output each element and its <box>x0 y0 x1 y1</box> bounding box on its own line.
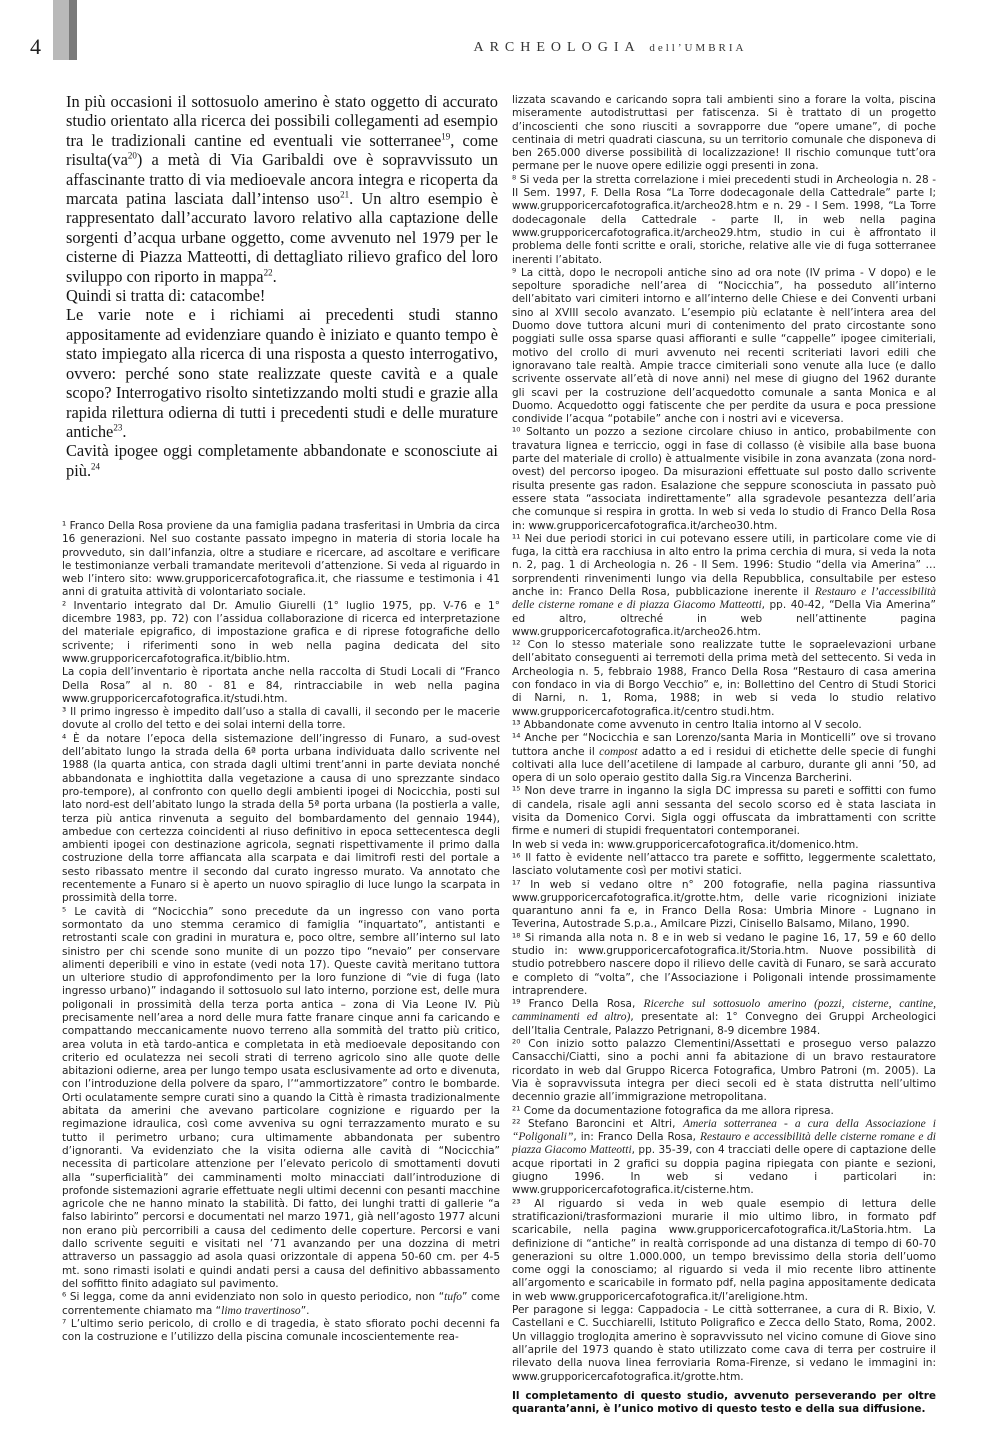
body-paragraph-2: Quindi si tratta di: catacombe! <box>66 286 266 306</box>
footnote-14: ¹⁴ Anche per “Nocicchia e san Lorenzo/santa Maria in Monticelli” ove si trovano tuttora anche il compost adatto a ed i residui di etichette delle specie di funghi coltivati alla luce dell’acetilene di lampade al carburo, durante gli anni ’50, ad opera di un solo operaio gestito dalla Sig.ra Vincenza Barcherini. <box>512 732 936 785</box>
footnote-12: ¹² Con lo stesso materiale sono realizzate tutte le sopraelevazioni urbane dell’abitato conseguenti ai terremoti della prima metà del settecento. Si veda in Archeologia n. 5, febbraio 1988, Franco Della Rosa “Restauro di casa amerina con fondaco in via di Borgo Vecchio” e, in: Bollettino del Centro di Studi Storici di Narni, n. 1, Roma, 1988; in web si veda lo studio relativo www.grupporicercafotografica.it/centro studi.htm. <box>512 639 936 718</box>
footnote-4: ⁴ È da notare l’epoca della sistemazione dell’ingresso di Funaro, a sud-ovest dell’abitato lungo la strada della 6ª porta urbana individuata dallo scrivente nel 1988 (la quarta antica, con strada dagli ultimi trent’anni in parte deviata nonché abbandonata e inghiottita dalla vegetazione a causa di uno sprezzante sindaco pro-tempore), al confronto con quello degli ambienti ipogei di Nocicchia, posti sul lato nord-est dell’abitato lungo la strada della 5ª porta urbana (la postierla a valle, terza più antica rinvenuta a seguito del bombardamento del gennaio 1944), ambedue con certezza coincidenti al riuso definitivo in epoca settecentesca degli ambienti ipogei con destinazione agricola, segnati rispettivamente il primo dalla costruzione della torre affiancata alla scarpata e dai limitrofi resti del portale a sesto ribassato mentre il secondo dal curato ingresso murato. Va annotato che recentemente a Funaro si è aperto un nuovo spiraglio di luce lungo la scarpata in prossimità della torre. <box>62 732 500 905</box>
footnote-19: ¹⁹ Franco Della Rosa, Ricerche sul sottosuolo amerino (pozzi, cisterne, cantine, camminamenti ed altro), presentate al: 1° Convegno dei Gruppi Archeologici dell’Italia Centrale, Palazzo Petrignani, 8-9 dicembre 1984. <box>512 998 937 1037</box>
footnote-20: ²⁰ Con inizio sotto palazzo Clementini/Assettati e proseguo verso palazzo Cansacchi/Ciatti, sino a pochi anni fa abitazione di un bravo restauratore ricordato in web dal Gruppo Ricerca Fotografica, Umbro Patroni (m. 2005). La Via è sopravvissuta integra per dieci secoli ed è stata distrutta nell’ultimo decennio grazie all’immigrazione metropolitana. <box>512 1038 936 1104</box>
footnote-6: ⁶ Si legga, come da anni evidenziato non solo in questo periodico, non “tufo” come correntemente chiamato ma “limo travertinoso”. <box>62 1291 500 1317</box>
footnote-16: ¹⁶ Il fatto è evidente nell’attacco tra parete e soffitto, leggermente scalettato, lasciato volutamente così per motivi statici. <box>512 851 936 878</box>
footnote-2-continued: La copia dell’inventario è riportata anche nella raccolta di Studi Locali di “Franco Della Rosa” al n. 80 - 81 e 84, rintracciabile in web nella pagina www.grupporicercafotografica.it/studi.htm. <box>62 666 500 705</box>
header-decor-bar <box>53 0 69 60</box>
journal-title-small: dell’UMBRIA <box>649 42 747 54</box>
body-paragraph-4: Cavità ipogee oggi completamente abbandonate e sconosciute ai più.$^{24}$ <box>66 441 498 480</box>
main-text <box>66 92 498 480</box>
footnote-8: ⁸ Si veda per la stretta correlazione i miei precedenti studi in Archeologia n. 28 - II Sem. 1997, F. Della Rosa “La Torre dodecagonale della Cattedrale” parte I; www.grupporicercafotografica.it/archeo28.htm e n. 29 - I Sem. 1998, “La Torre dodecagonale della Cattedrale - parte II, in web nella pagina www.grupporicercafotografica.it/archeo29.htm, studio in cui è affrontato il problema delle fonti scritte e orali, storiche, relative alle vie di fuga sotterranee inerenti l’abitato. <box>512 173 936 266</box>
footnote-11: ¹¹ Nei due periodi storici in cui potevano essere utili, in particolare come vie di fuga, la città era racchiusa in alto entro la prima cerchia di mura, si veda la nota n. 2, pag. 1 di Archeologia n. 26 - II Sem. 1996: Studio “della via Amerina” … sorprendenti rinvenimenti lungo via della Repubblica, consultabile per esteso anche in: Franco Della Rosa, pubblicazione inerente il Restauro e l’accessibilità delle cisterne romane e di piazza Giacomo Matteotti, pp. 40-42, “Della Via Amerina” ed altro, oltreché in web nell’attinente pagina www.grupporicercafotografica.it/archeo26.htm. <box>512 532 936 638</box>
body-paragraph-1: In più occasioni il sottosuolo amerino è stato oggetto di accurato studio orientato alla ricerca dei possibili collegamenti ad esempio tra le tradizionali cantine ed eventuali vie sotterranee$^{19}$, come $risulta(va^{20})$ a metà di Via Garibaldi ove è sopravvissuto un affascinante tratto di via medioevale ancora integra e ricoperta da marcata patina lasciata dall’intenso uso$^{21}$. Un altro esempio è rappresentato dall’accurato lavoro relativo alla captazione delle sorgenti d’acqua urbane oggetto, come avvenuto nel 1979 per le cisterne di Piazza Matteotti, di dettagliato rilievo grafico del loro sviluppo con riporto in mappa$^{22}$. <box>66 92 498 286</box>
footnote-9: ⁹ La città, dopo le necropoli antiche sino ad ora note (IV prima - V dopo) e le sepolture sporadiche nell’area di “Nocicchia”, ha posseduto all’interno dell’abitato vari cimiteri intorno e all’interno delle Chiese e dei Conventi urbani sino al XVIII secolo avanzato. L’esempio più eclatante è nell’intera area del Duomo dove tuttora alcuni muri di contenimento del prato circostante sono poggiati sulle ossa sparse quasi affioranti e sulle “cappelle” ipogee cimiteriali, motivo del crollo di muri avvenuto nei recenti scriteriati lavori edili che ignoravano tale realtà. Ampie tracce cimiteriali sono venute alla luce (e dallo scrivente osservate all’età di nove anni) nel mese di giugno del 1962 durante gli scavi per la costruzione dell’acquedotto comunale a santa Monica e al Duomo. Acquedotto oggi fatiscente che per perdite da usura e poca pressione condivide l’acqua “potabile” anche con i nostri avi e viceversa. <box>512 266 936 426</box>
running-head <box>290 40 930 56</box>
footnote-21: ²¹ Come da documentazione fotografica da me allora ripresa. <box>512 1104 834 1117</box>
footnote-15-web: In web si veda in: www.grupporicercafotografica.it/domenico.htm. <box>512 838 859 851</box>
footnote-7: ⁷ L’ultimo serio pericolo, di crollo e di tragedia, è stato sfiorato pochi decenni fa con la costruzione e l’utilizzo della piscina comunale incoscientemente rea- <box>62 1317 500 1344</box>
body-paragraph-3: Le varie note e i richiami ai precedenti studi stanno appositamente ad evidenziare quando è iniziato e quanto tempo è stato impiegato alla ricerca di una risposta a questo interrogativo, ovvero: perché sono state realizzate queste cavità e a quale scopo? Interrogativo risolto sintetizzando molti studi e grazie alla rapida rilettura odierna di tutti i precedenti studi e delle murature antiche$^{23}$. <box>66 305 498 441</box>
footnote-7-continued: lizzata scavando e caricando sopra tali ambienti sino a forare la volta, piscina miseramente autodistruttasi per fatiscenza. Si è trattato di un progetto d’incoscienti che sono riusciti a sovrapporre due “opere umane”, di poche centinaia di metri quadrati ciascuna, su un territorio comunale che disponeva di ben 265.000 diverse possibilità di localizzazione! Il rischio comunque tutt’ora permane per le nuove opere edilizie oggi presenti in zona. <box>512 94 936 173</box>
footnotes-left <box>62 520 500 1344</box>
footnote-5: ⁵ Le cavità di “Nocicchia” sono precedute da un ingresso con vano porta sormontato da uno stemma ceramico di famiglia “inquartato”, antistanti e retrostanti scale con gradini in muratura e, poco oltre, sembre all’interno sul lato sinistro per chi scende sono munite di un pozzo tipo “nevaio” per conservare alimenti deperibili e vino in estate (vedi nota 17). Queste cavità meritano tuttora un ulteriore studio di approfondimento per la loro funzione di “vie di fuga (lato ingresso urbano)” indagando il sottosuolo sul lato interno, porzione est, delle mura poligonali in prossimità della terza porta antica – zona di Via Leone IV. Più precisamente nell’area a nord delle mura fatte franare cinque anni fa caricando e compattando meccanicamente nuovo terreno alla sommità del tratto più critico, area voluta in età tardo-antica e completata in età medioevale depositando con criterio ed oculatezza nei secoli strati di terreno agricolo sino alle quote delle abitazioni odierne, area per lungo tempo usata esclusivamente ad orto e divenuta, con l’introduzione della polvere da sparo, l’“ammortizzatore” contro le bombarde. Orti oculatamente sempre curati sino a quando la Città è rimasta tradizionalmente abitata da amerini che avevano particolare cognizione e riguardo per la regimazione idraulica, così come avveniva su ogni terrazzamento murato e su tutto il perimetro urbano; cura ultimamente abbandonata per subentro d’ignoranti. Va evidenziato che la visita odierna alle cavità di “Nocicchia” necessita di particolare attenzione per l’elevato pericolo di smottamenti dovuti alla “superficialità” dei camminamenti molto minacciati dall’introduzione di profonde sistemazioni agrarie effettuate negli ultimi decenni con pesanti macchine agricole che ne hanno minato la stabilità. Di fatto, dei lunghi tratti di gallerie “a falso labirinto” percorsi e documentati nel marzo 1971, già nell’agosto 1977 alcuni non erano più percorribili a causa del cedimento delle coperture. Percorsi e vani dallo scrivente seguiti e visitati nel ’71 avanzando per una dozzina di metri attraverso un passaggio ad asola quasi orizzontale di appena 50-60 cm. per 4-5 mt. sono rimasti isolati e quindi andati persi a causa del definitivo abbassamento del soffitto finito adagiato sul pavimento. <box>62 905 500 1290</box>
closing-statement: Il completamento di questo studio, avvenuto perseverando per oltre quaranta’anni, è l’unico motivo di questo testo e della sua diffusione. <box>512 1389 936 1416</box>
footnote-15: ¹⁵ Non deve trarre in inganno la sigla DC impressa su pareti e soffitti con fumo di candela, risale agli anni sessanta del secolo scorso ed è stata lasciata in visita da Domenico Corvi. Sigla oggi offuscata da imbrattamenti con scritte firme e numeri di stupidi frequentatori contemporanei. <box>512 785 936 838</box>
journal-title: ARCHEOLOGIA <box>473 40 640 55</box>
footnote-3: ³ Il primo ingresso è impedito dall’uso a stalla di cavalli, il secondo per le macerie dovute al crollo del tetto e dei solai interni della torre. <box>62 706 500 732</box>
page-number: 4 <box>30 34 41 59</box>
footnote-10: ¹⁰ Soltanto un pozzo a sezione circolare chiuso in antico, probabilmente con travatura lignea e terriccio, oggi in fase di collasso (è visibile alla base buona parte del materiale di crollo) è attualmente visibile in zona avanzata (zona nord-ovest) del percorso ipogeo. Da misurazioni effettuate sul posto dallo scrivente risulta presente gas radon. Esalazione che seppure sconosciuta in passato può essere stata “associata indirettamente” alla sgradevole pesantezza dell’aria che comunque si respira in grotta. In web si veda lo studio di Franco Della Rosa in: www.grupporicercafotografica.it/archeo30.htm. <box>512 426 936 532</box>
footnote-17: ¹⁷ In web si vedano oltre n° 200 fotografie, nella pagina riassuntiva www.grupporicercafotografica.it/grotte.htm, delle varie ricognizioni iniziate quarantuno anni fa e, in Franco Della Rosa: Umbria Minore - Lugnano in Teverina, Autostrade S.p.a., Amilcare Pizzi, Cinisello Balsamo, Milano, 1990. <box>512 878 936 931</box>
footnotes-right <box>512 94 936 1416</box>
footnote-24: Per paragone si legga: Cappadocia - Le città sotterranee, a cura di R. Bixio, V. Castellani e C. Succhiarelli, Istituto Poligrafico e Zecca dello Stato, Roma, 2002. Un villaggio trogloдita amerino è sopravvissuto nel vicino comune di Giove sino all’aprile del 1973 quando è stato utilizzato come cava di terra per costruire il rilevato della nuova linea ferroviaria Roma-Firenze, si vedano le immagini in: www.grupporicercafotografica.it/grotte.htm. <box>512 1304 936 1383</box>
footnote-23: ²³ Al riguardo si veda in web quale esempio di lettura delle stratificazioni/trasformazioni murarie il mio ultimo libro, in formato pdf scaricabile, nella pagina www.grupporicercafotografica.it/LaStoria.htm. La definizione di “antiche” in realtà corrisponde ad una distanza di tempo di 60-70 generazioni su oltre 1.000.000, un tempo brevissimo della storia dell’uomo come oggi la conosciamo; al riguardo si veda il mio recente libro attinente all’argomento e scaricabile in formato pdf, nella pagina appositamente dedicata in web www.grupporicercafotografica.it/l’areligione.htm. <box>512 1197 936 1303</box>
footnote-1: ¹ Franco Della Rosa proviene da una famiglia padana trasferitasi in Umbria da circa 16 generazioni. Nel suo costante passato impegno in materia di storia locale ha provveduto, sin dall’infanzia, oltre a studiare e ricercare, ad ascoltare e verificare le testimonianze verbali tramandate meritevoli d’attenzione. Si veda al riguardo in web l’intero sito: www.grupporicercafotografica.it, che riassume e testimonia i 41 anni di gratuita attività di volontariato sociale. <box>62 520 500 599</box>
footnote-22: ²² Stefano Baroncini et Altri, Ameria sotterranea - a cura della Associazione i “Poligonali”, in: Franco Della Rosa, Restauro e accessibilità delle cisterne romane e di piazza Giacomo Matteotti, pp. 35-39, con 4 tracciati delle opere di captazione delle acque riportati in 2 grafici su doppia pagina ripiegata con piante e sezioni, giugno 1996. In web si vedano i particolari in: www.grupporicercafotografica.it/cisterne.htm. <box>512 1117 936 1197</box>
header-decor-bar-dark <box>69 0 77 60</box>
footnote-2: ² Inventario integrato dal Dr. Amulio Giurelli (1° luglio 1975, pp. V-76 e 1° dicembre 1983, pp. 72) con l’assidua collaborazione di ricerca ed interpretazione del materiale epigrafico, di impostazione grafica e di riprese fotografiche dello scrivente; i riferimenti sono in web nella pagina dedicata del sito www.grupporicercafotografica.it/biblio.htm. <box>62 599 500 665</box>
footnote-18: ¹⁸ Si rimanda alla nota n. 8 e in web si vedano le pagine 16, 17, 59 e 60 dello studio in: www.grupporicercafotografica.it/Storia.htm. Nuove possibilità di studio potrebbero nascere dopo il rilievo delle cavità di Funaro, se sarà accurato e completo di “volta”, che l’Associazione i Poligonali intende prossimamente intraprendere. <box>512 931 936 997</box>
footnote-13: ¹³ Abbandonate come avvenuto in centro Italia intorno al V secolo. <box>512 718 862 731</box>
